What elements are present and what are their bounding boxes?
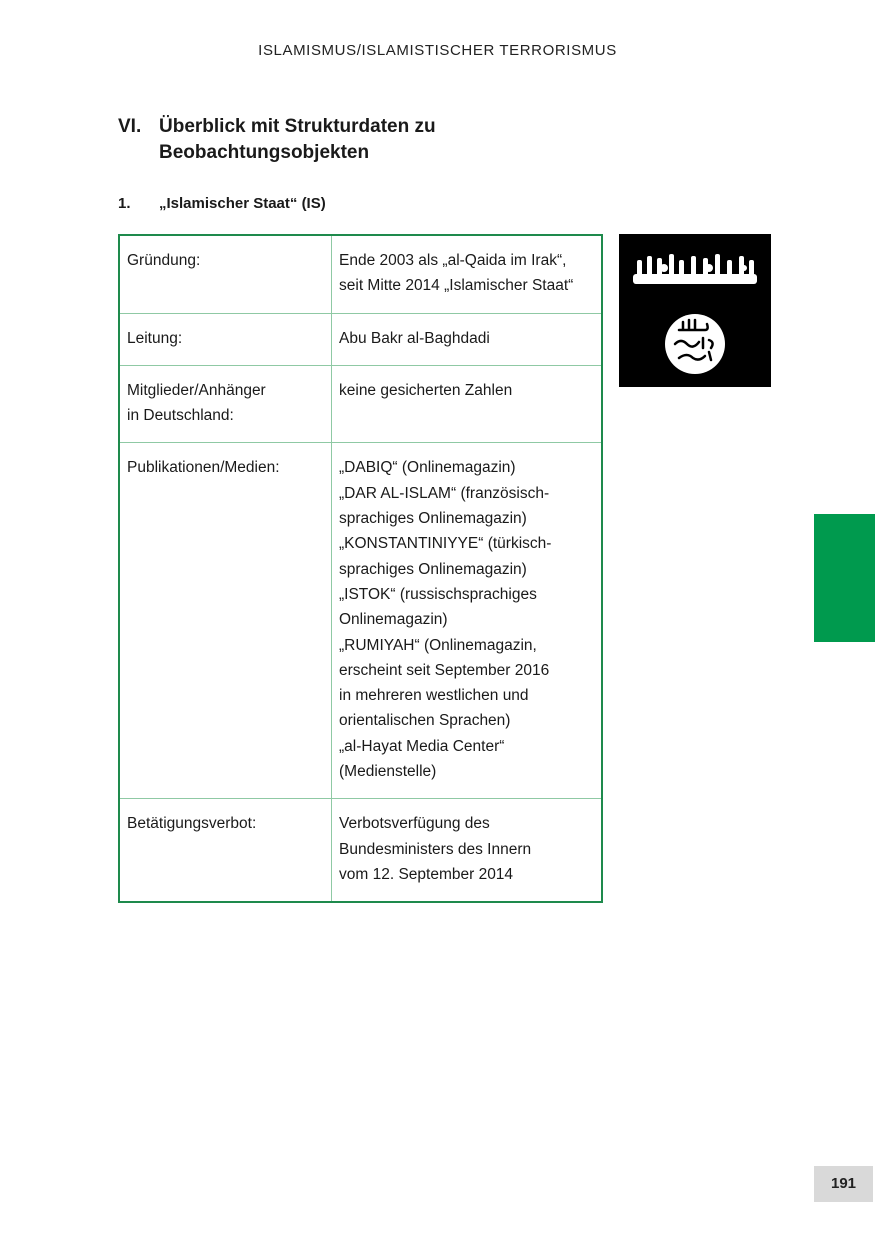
value-line: sprachiges Onlinemagazin) xyxy=(339,510,527,528)
value-line: sprachiges Onlinemagazin) xyxy=(339,560,527,578)
table-row xyxy=(119,235,602,313)
label-line: Publikationen/Medien: xyxy=(127,459,280,477)
row-value xyxy=(332,799,603,902)
row-label xyxy=(119,443,332,799)
subsection-number: 1. xyxy=(118,195,131,212)
value-line: seit Mitte 2014 „Islamischer Staat“ xyxy=(339,277,574,295)
table-row xyxy=(119,799,602,902)
structure-data-table xyxy=(118,234,603,903)
flag-graphic xyxy=(619,234,771,387)
row-label xyxy=(119,799,332,902)
value-line: erscheint seit September 2016 xyxy=(339,661,550,679)
section-title-line: Beobachtungsobjekten xyxy=(159,142,370,163)
row-value xyxy=(332,443,603,799)
subsection-title: „Islamischer Staat“ (IS) xyxy=(159,195,326,212)
value-line: „KONSTANTINIYYE“ (türkisch- xyxy=(339,535,552,553)
row-value xyxy=(332,235,603,313)
row-value xyxy=(332,365,603,443)
running-header: ISLAMISMUS/ISLAMISTISCHER TERRORISMUS xyxy=(258,42,617,59)
value-line: in mehreren westlichen und xyxy=(339,687,529,705)
page-number: 191 xyxy=(814,1166,873,1202)
value-line: „RUMIYAH“ (Onlinemagazin, xyxy=(339,636,537,654)
table-row xyxy=(119,365,602,443)
label-line: Leitung: xyxy=(127,329,183,347)
value-line: Onlinemagazin) xyxy=(339,611,448,629)
value-line: keine gesicherten Zahlen xyxy=(339,381,513,399)
row-label xyxy=(119,365,332,443)
label-line: in Deutschland: xyxy=(127,407,234,425)
section-title xyxy=(159,114,559,166)
label-line: Mitglieder/Anhänger xyxy=(127,381,266,399)
value-line: „ISTOK“ (russischsprachiges xyxy=(339,585,537,603)
section-number: VI. xyxy=(118,116,142,137)
value-line: Verbotsverfügung des xyxy=(339,815,490,833)
value-line: Bundesministers des Innern xyxy=(339,840,532,858)
value-line: vom 12. September 2014 xyxy=(339,865,514,883)
value-line: „al-Hayat Media Center“ xyxy=(339,737,505,755)
value-line: „DAR AL-ISLAM“ (französisch- xyxy=(339,484,550,502)
value-line: Ende 2003 als „al-Qaida im Irak“, xyxy=(339,252,567,269)
flag-image xyxy=(619,234,771,387)
table-row xyxy=(119,443,602,799)
section-title-line: Überblick mit Strukturdaten zu xyxy=(159,116,436,137)
value-line: Abu Bakr al-Baghdadi xyxy=(339,329,490,347)
label-line: Gründung: xyxy=(127,252,201,269)
value-line: (Medienstelle) xyxy=(339,763,437,781)
chapter-tab-marker xyxy=(814,514,875,642)
row-label xyxy=(119,313,332,365)
table-row xyxy=(119,313,602,365)
value-line: „DABIQ“ (Onlinemagazin) xyxy=(339,459,516,477)
value-line: orientalischen Sprachen) xyxy=(339,712,511,730)
row-value xyxy=(332,313,603,365)
row-label xyxy=(119,235,332,313)
label-line: Betätigungsverbot: xyxy=(127,815,257,833)
